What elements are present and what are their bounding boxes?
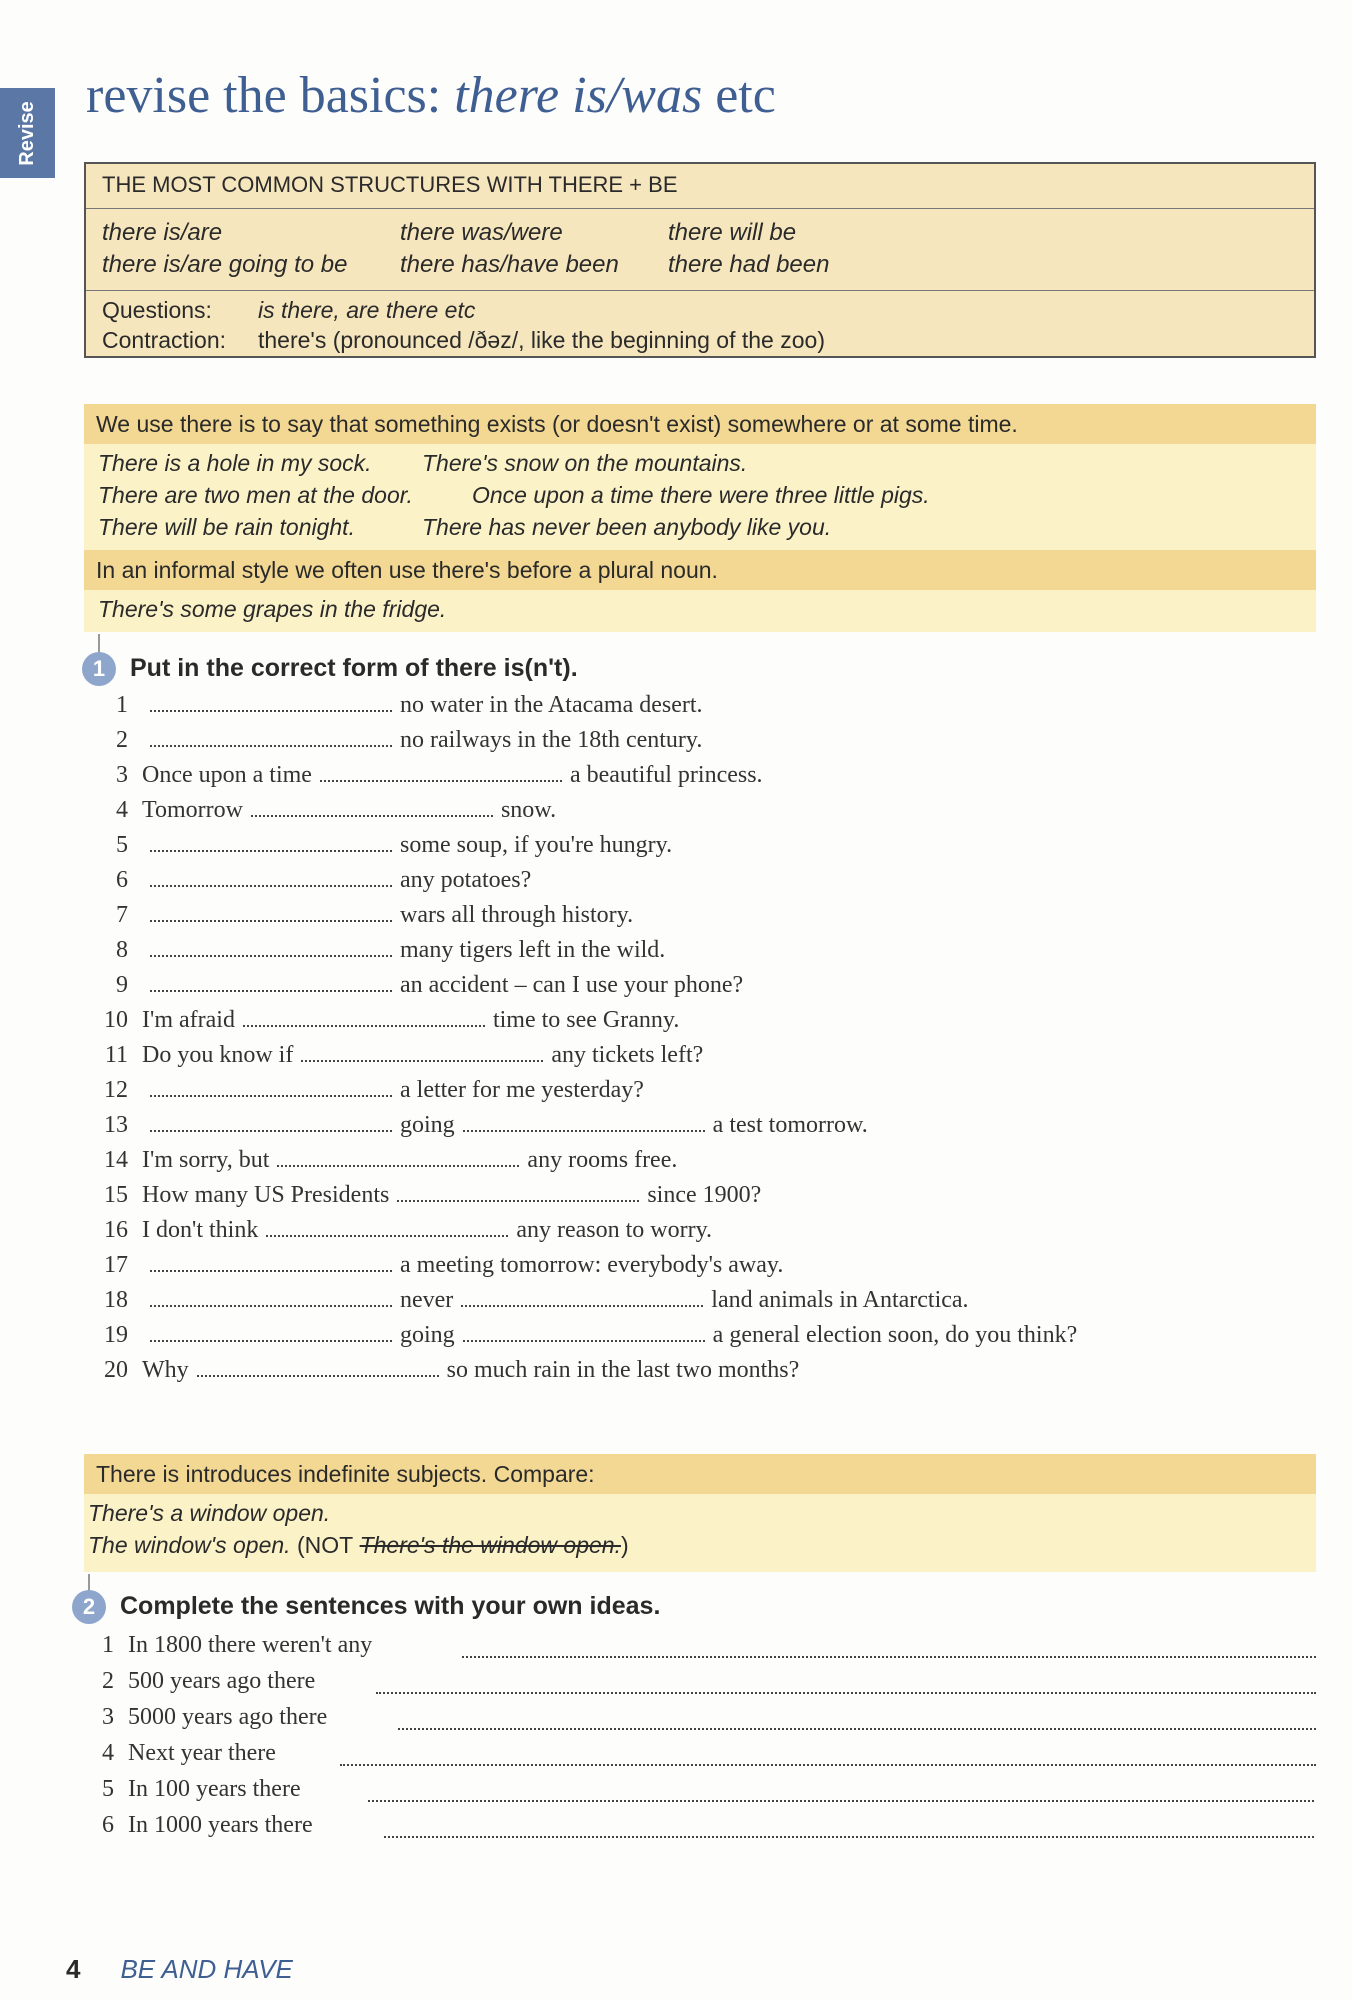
answer-blank[interactable] [150,1081,392,1097]
exercise-item: 16 I don't think any reason to worry. [104,1217,713,1243]
exercise-item: 20 Why so much rain in the last two months? [104,1357,800,1383]
exercise-2-badge: 2 [72,1590,106,1624]
answer-line[interactable] [376,1692,1316,1694]
exercise-item: 4 Next year there [102,1740,276,1766]
exercise-item: 14 I'm sorry, but any rooms free. [104,1147,678,1173]
answer-blank[interactable] [150,731,392,747]
exercise-item: 5 some soup, if you're hungry. [116,832,673,858]
exercise-item: 6 any potatoes? [116,867,532,893]
answer-blank[interactable] [150,1256,392,1272]
answer-blank[interactable] [463,1116,705,1132]
answer-blank[interactable] [150,1291,392,1307]
exercise-item: 15 How many US Presidents since 1900? [104,1182,762,1208]
answer-blank[interactable] [150,1326,392,1342]
answer-line[interactable] [368,1800,1314,1802]
answer-line[interactable] [340,1764,1316,1766]
exercise-item: 4 Tomorrow snow. [116,797,557,823]
rule-indefinite-examples: There's a window open. The window's open. (NOT There's the window open.) [84,1494,1316,1572]
answer-blank[interactable] [243,1011,485,1027]
exercise-item: 1 In 1800 there weren't any [102,1632,373,1658]
answer-blank[interactable] [266,1221,508,1237]
answer-blank[interactable] [463,1326,705,1342]
exercise-item: 9 an accident – can I use your phone? [116,972,744,998]
exercise-item: 19 going a general election soon, do you think? [104,1322,1078,1348]
answer-blank[interactable] [197,1361,439,1377]
structures-box [84,162,1316,358]
rule-indefinite-subjects: There is introduces indefinite subjects. Compare: [84,1454,1316,1494]
answer-blank[interactable] [461,1291,703,1307]
exercise-1-heading: Put in the correct form of there is(n't). [130,654,578,682]
exercise-item: 13 going a test tomorrow. [104,1112,868,1138]
exercise-item: 1 no water in the Atacama desert. [116,692,703,718]
exercise-item: 2 no railways in the 18th century. [116,727,703,753]
answer-line[interactable] [462,1656,1316,1658]
structures-forms: there is/are there was/were there will be there is/are going to be there has/have been there had been [86,208,1314,291]
exercise-2-heading: Complete the sentences with your own ideas. [120,1592,661,1620]
exercise-item: 17 a meeting tomorrow: everybody's away. [104,1252,784,1278]
exercise-item: 5 In 100 years there [102,1776,301,1802]
rule-note-example: There's some grapes in the fridge. [84,590,1316,632]
page-number: 4 [66,1954,81,1984]
answer-blank[interactable] [320,766,562,782]
exercise-1-badge: 1 [82,652,116,686]
answer-blank[interactable] [150,1116,392,1132]
page-title: revise the basics: there is/was etc [86,67,776,124]
answer-blank[interactable] [150,941,392,957]
answer-blank[interactable] [150,871,392,887]
answer-blank[interactable] [150,696,392,712]
page-footer [66,1954,293,1985]
answer-blank[interactable] [277,1151,519,1167]
answer-blank[interactable] [397,1186,639,1202]
exercise-item: 8 many tigers left in the wild. [116,937,666,963]
rule-there-is: We use there is to say that something exists (or doesn't exist) somewhere or at some time. [84,404,1316,444]
exercise-item: 10 I'm afraid time to see Granny. [104,1007,680,1033]
section-tab: Revise [0,88,55,178]
exercise-item: 11 Do you know if any tickets left? [104,1042,704,1068]
exercise-item: 7 wars all through history. [116,902,634,928]
answer-blank[interactable] [150,976,392,992]
exercise-item: 3 Once upon a time a beautiful princess. [116,762,763,788]
exercise-item: 6 In 1000 years there [102,1812,313,1838]
rule-examples: There is a hole in my sock. There's snow on the mountains. There are two men at the door. Once upon a time there were three little pigs. There will be rain tonight. There has never been anybody like you. [84,444,1316,550]
answer-line[interactable] [384,1836,1314,1838]
answer-line[interactable] [398,1728,1316,1730]
exercise-item: 12 a letter for me yesterday? [104,1077,644,1103]
exercise-item: 18 never land animals in Antarctica. [104,1287,969,1313]
exercise-item: 2 500 years ago there [102,1668,316,1694]
answer-blank[interactable] [150,906,392,922]
exercise-item: 3 5000 years ago there [102,1704,328,1730]
structures-heading: THE MOST COMMON STRUCTURES WITH THERE + BE [102,172,678,197]
chapter-title: BE AND HAVE [120,1954,293,1984]
answer-blank[interactable] [251,801,493,817]
questions-contraction: Questions: is there, are there etc Contraction: there's (pronounced /ðəz/, like the beginning of the zoo) [86,290,1314,357]
rule-informal-note: In an informal style we often use there's before a plural noun. [84,550,1316,590]
answer-blank[interactable] [150,836,392,852]
answer-blank[interactable] [301,1046,543,1062]
